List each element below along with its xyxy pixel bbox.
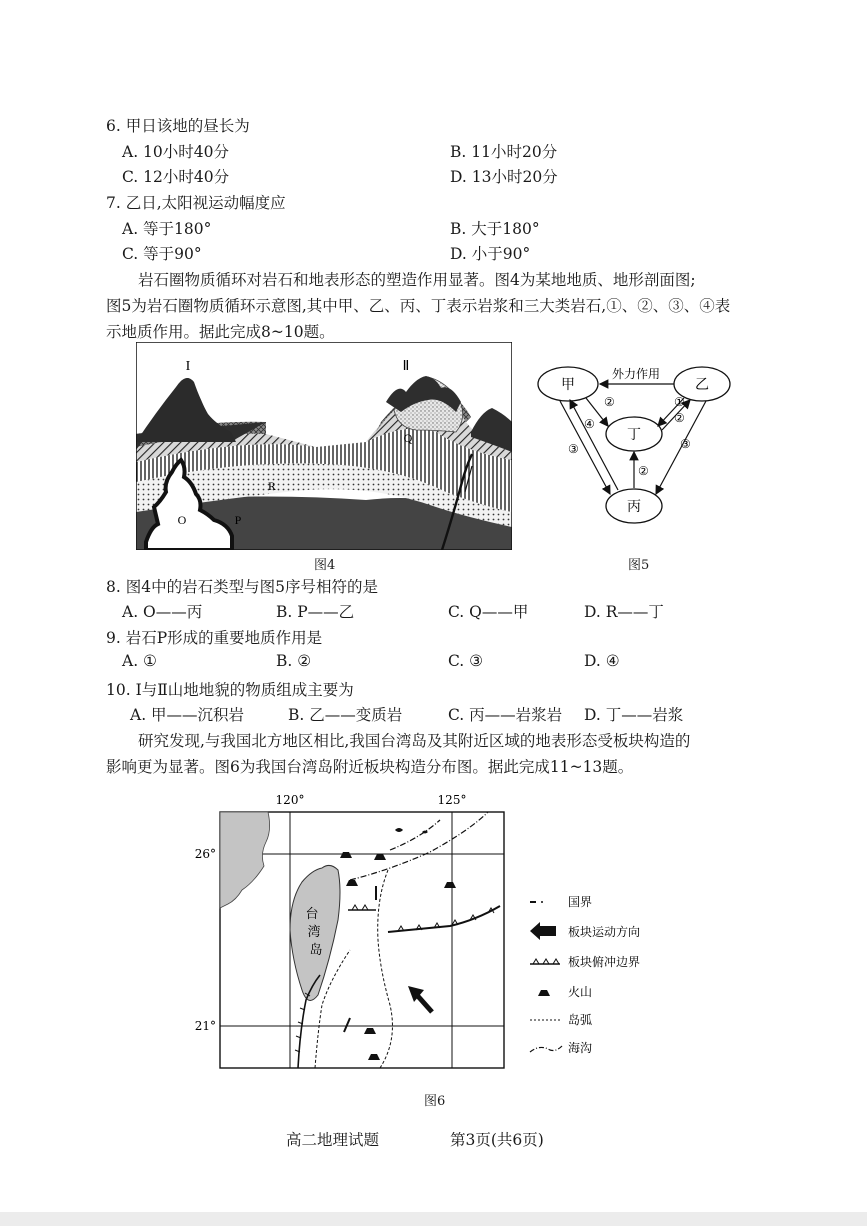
q9-option-a: A. ① <box>122 652 157 670</box>
fig4-label-o: O <box>177 513 187 527</box>
fig6-legend-trench: 海沟 <box>568 1041 593 1055</box>
fig5-arrow-label: 外力作用 <box>611 367 661 381</box>
fig6-lon-125: 125° <box>437 793 467 807</box>
fig5-caption: 图5 <box>628 558 650 573</box>
fig6-legend-volcano: 火山 <box>568 985 593 999</box>
q8-option-c: C. Q——甲 <box>448 603 529 621</box>
fig5-num-2: ① <box>674 395 685 409</box>
q8-option-a: A. O——丙 <box>122 603 203 621</box>
page-bottom-edge <box>0 1212 867 1226</box>
fig4-cross-section <box>136 342 512 550</box>
fig4-label-q: Q <box>403 431 413 445</box>
q9-stem: 9. 岩石P形成的重要地质作用是 <box>106 629 323 647</box>
footer-subject: 高二地理试题 <box>286 1131 380 1149</box>
fig5-node-yi: 乙 <box>695 377 709 393</box>
fig4-label-p: P <box>234 513 242 527</box>
fig6-island-char-2: 湾 <box>307 925 321 940</box>
intro2-line2: 影响更为显著。图6为我国台湾岛附近板块构造分布图。据此完成11~13题。 <box>106 758 634 776</box>
fig5-num-6: ③ <box>680 437 691 451</box>
q6-option-b: B. 11小时20分 <box>450 143 558 161</box>
fig5-node-ding: 丁 <box>627 427 641 443</box>
fig6-island-char-1: 台 <box>305 907 319 922</box>
fig6-legend-plate-motion: 板块运动方向 <box>568 925 641 939</box>
fig5-num-4: ④ <box>584 417 595 431</box>
fig5-num-5: ③ <box>568 442 579 456</box>
q10-option-d: D. 丁——岩浆 <box>584 706 684 724</box>
q9-option-b: B. ② <box>276 652 312 670</box>
intro1-line3: 示地质作用。据此完成8~10题。 <box>106 323 335 341</box>
fig6-map <box>190 790 750 1090</box>
fig6-legend <box>530 895 640 1055</box>
q8-stem: 8. 图4中的岩石类型与图5序号相符的是 <box>106 578 378 596</box>
fig4-caption: 图4 <box>314 558 336 573</box>
fig5-rock-cycle <box>534 356 734 526</box>
q6-option-c: C. 12小时40分 <box>122 168 230 186</box>
q10-option-b: B. 乙——变质岩 <box>288 706 403 724</box>
fig6-legend-border: 国界 <box>568 895 593 909</box>
q8-option-b: B. P——乙 <box>276 603 355 621</box>
q7-option-d: D. 小于90° <box>450 245 531 263</box>
q10-option-a: A. 甲——沉积岩 <box>130 706 245 724</box>
fig6-lat-26: 26° <box>194 847 216 861</box>
fig5-num-3: ② <box>674 411 685 425</box>
q6-option-d: D. 13小时20分 <box>450 168 558 186</box>
fig4-label-peak2: Ⅱ <box>402 359 410 374</box>
intro1-line2: 图5为岩石圈物质循环示意图,其中甲、乙、丙、丁表示岩浆和三大类岩石,①、②、③、④表 <box>106 297 731 315</box>
q7-option-c: C. 等于90° <box>122 245 202 263</box>
fig4-label-peak1: I <box>185 359 191 374</box>
q9-option-c: C. ③ <box>448 652 484 670</box>
q8-option-d: D. R——丁 <box>584 603 664 621</box>
q7-option-b: B. 大于180° <box>450 220 540 238</box>
q10-stem: 10. Ⅰ与Ⅱ山地地貌的物质组成主要为 <box>106 681 354 699</box>
footer-page: 第3页(共6页) <box>450 1131 544 1149</box>
q6-stem: 6. 甲日该地的昼长为 <box>106 117 250 135</box>
fig5-num-1: ② <box>604 395 615 409</box>
q6-option-a: A. 10小时40分 <box>122 143 229 161</box>
fig5-node-bing: 丙 <box>627 499 641 515</box>
q7-stem: 7. 乙日,太阳视运动幅度应 <box>106 194 286 212</box>
fig6-lon-120: 120° <box>275 793 305 807</box>
intro1-line1: 岩石圈物质循环对岩石和地表形态的塑造作用显著。图4为某地地质、地形剖面图; <box>138 271 696 289</box>
fig6-caption: 图6 <box>424 1094 446 1109</box>
fig6-island-char-3: 岛 <box>309 943 323 958</box>
fig6-lat-21: 21° <box>194 1019 216 1033</box>
fig6-legend-island-arc: 岛弧 <box>568 1013 593 1027</box>
fig4-label-r: R <box>267 479 277 493</box>
intro2-line1: 研究发现,与我国北方地区相比,我国台湾岛及其附近区域的地表形态受板块构造的 <box>138 732 691 750</box>
fig6-legend-subduction: 板块俯冲边界 <box>568 955 641 969</box>
q10-option-c: C. 丙——岩浆岩 <box>448 706 563 724</box>
fig5-node-jia: 甲 <box>561 377 575 393</box>
fig5-num-7: ② <box>638 464 649 478</box>
q7-option-a: A. 等于180° <box>122 220 212 238</box>
q9-option-d: D. ④ <box>584 652 620 670</box>
